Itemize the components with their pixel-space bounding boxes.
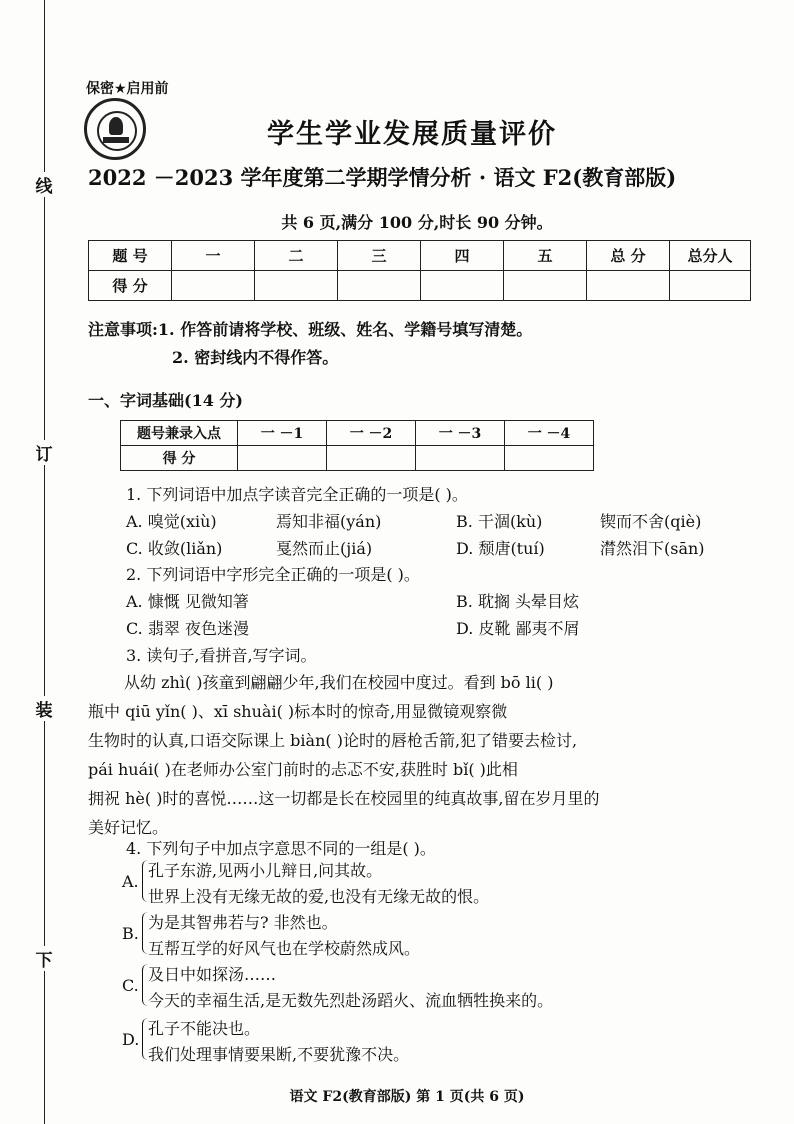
q1-option-c-word: 戛然而止(jiá) [276,539,373,558]
passage-line: 拥祝 hè( )时的喜悦……这一切都是长在校园里的纯真故事,留在岁月里的 [88,789,600,808]
q1-option-b-word: 锲而不舍(qiè) [600,512,702,531]
sub-input-cell[interactable] [416,446,505,471]
q4-option-a-label: A. [122,872,139,891]
question-3-stem: 3. 读句子,看拼音,写字词。 [126,646,317,665]
score-row-label: 得 分 [89,271,172,301]
q1-option-d-word: 潸然泪下(sān) [600,539,705,558]
sub-header-cell: 题号兼录入点 [121,421,238,446]
notes-block [88,316,532,372]
exam-meta: 共 6 页,满分 100 分,时长 90 分钟。 [281,213,553,232]
page-title: 学生学业发展质量评价 [267,119,557,150]
score-input-cell[interactable] [172,271,255,301]
sub-row-label: 得 分 [121,446,238,471]
q4-option-c-label: C. [122,976,139,995]
q2-option-a: A. 慷慨 见微知箸 [126,592,249,611]
sub-header-cell: 一 －4 [505,421,594,446]
passage-line: 生物时的认真,口语交际课上 biàn( )论时的唇枪舌箭,犯了错要去检讨, [88,731,578,750]
secret-label: 保密★启用前 [86,81,169,97]
score-input-cell[interactable] [255,271,338,301]
passage-line: 从幼 zhì( )孩童到翩翩少年,我们在校园中度过。看到 bō li( ) [124,673,554,692]
q1-option-a-word: 焉知非福(yán) [276,512,382,531]
score-header-cell: 四 [421,241,504,271]
score-input-cell[interactable] [338,271,421,301]
q4-option-a-line: 孔子东游,见两小儿辩日,问其故。 [148,861,383,880]
score-header-cell: 三 [338,241,421,271]
margin-char-zhuang: 装 [34,696,54,721]
passage-line: 瓶中 qiū yǐn( )、xī shuài( )标本时的惊奇,用显微镜观察微 [88,702,508,721]
score-header-cell: 总 分 [587,241,670,271]
exam-subtitle: 2022 －2023 学年度第二学期学情分析 · 语文 F2(教育部版) [88,165,677,190]
q1-option-b: B. 干涸(kù) [456,512,543,531]
q4-option-c-line: 今天的幸福生活,是无数先烈赴汤蹈火、流血牺牲换来的。 [148,991,554,1010]
q1-option-a: A. 嗅觉(xiù) [126,512,217,531]
sub-header-cell: 一 －3 [416,421,505,446]
score-header-cell: 题 号 [89,241,172,271]
question-4-stem: 4. 下列句子中加点字意思不同的一组是( )。 [126,839,436,858]
score-input-cell[interactable] [670,271,751,301]
score-input-cell[interactable] [587,271,670,301]
page-footer: 语文 F2(教育部版) 第 1 页(共 6 页) [289,1089,525,1105]
question-2-stem: 2. 下列词语中字形完全正确的一项是( )。 [126,565,420,584]
section-score-table [120,420,594,471]
note-item: 1. 作答前请将学校、班级、姓名、学籍号填写清楚。 [157,320,533,339]
q2-option-c: C. 翡翠 夜色迷漫 [126,619,249,638]
q4-option-d-line: 我们处理事情要果断,不要犹豫不决。 [148,1045,410,1064]
sub-header-cell: 一 －2 [327,421,416,446]
score-input-cell[interactable] [421,271,504,301]
margin-char-xia: 下 [34,946,54,971]
q4-option-c-line: 及日中如探汤…… [148,965,277,984]
sub-input-cell[interactable] [505,446,594,471]
margin-char-ding: 订 [34,440,54,465]
q2-option-b: B. 耽搁 头晕目炫 [456,592,580,611]
q2-option-d: D. 皮靴 鄙夷不屑 [456,619,580,638]
q4-option-b-label: B. [122,924,139,943]
score-header-cell: 五 [504,241,587,271]
sub-input-cell[interactable] [327,446,416,471]
q1-option-d: D. 颓唐(tuí) [456,539,545,558]
passage-line: 美好记忆。 [88,818,169,837]
q4-option-b-line: 为是其智弗若与? 非然也。 [148,913,338,932]
margin-char-xian: 线 [34,172,54,197]
note-item: 2. 密封线内不得作答。 [172,348,339,367]
score-table [88,240,751,301]
sub-input-cell[interactable] [238,446,327,471]
q1-option-c: C. 收敛(liǎn) [126,539,223,558]
score-input-cell[interactable] [504,271,587,301]
score-header-cell: 一 [172,241,255,271]
score-header-cell: 二 [255,241,338,271]
q4-option-d-line: 孔子不能决也。 [148,1019,261,1038]
notes-label: 注意事项: [88,320,158,339]
q4-option-d-label: D. [122,1030,140,1049]
score-header-cell: 总分人 [670,241,751,271]
section-heading: 一、字词基础(14 分) [88,391,243,410]
question-3-passage [88,668,758,842]
sub-header-cell: 一 －1 [238,421,327,446]
passage-line: pái huái( )在老师办公室门前时的忐忑不安,获胜时 bǐ( )此相 [88,760,518,779]
q4-option-a-line: 世界上没有无缘无故的爱,也没有无缘无故的恨。 [148,887,490,906]
question-1-stem: 1. 下列词语中加点字读音完全正确的一项是( )。 [126,485,468,504]
q4-option-b-line: 互帮互学的好风气也在学校蔚然成风。 [148,939,421,958]
